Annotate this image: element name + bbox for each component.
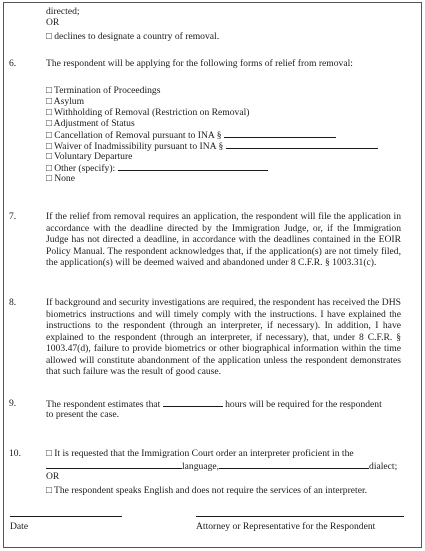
cancellation-ina-field[interactable] [224, 129, 336, 138]
relief-option-none[interactable]: □ None [46, 173, 75, 184]
item-6-intro: The respondent will be applying for the following forms of relief from removal: [46, 58, 353, 69]
hours-field[interactable] [163, 398, 223, 407]
dialect-label: dialect; [369, 461, 398, 472]
relief-option-asylum[interactable]: □ Asylum [46, 96, 85, 107]
or-text: OR [46, 17, 60, 28]
language-field[interactable] [46, 460, 182, 469]
directed-text: directed; [46, 6, 80, 17]
item-8-text: If background and security investigations are required, the respondent has received the DHS biometrics instructions and will timely comply with the instructions. I have explained the instructions to the respondent (through an interpreter, if necessary). In addition, I have explained to the respondent (through an interpreter, if necessary), that, under 8 C.F.R. § 1003.47(d), failure to provide biometrics or other biographical information within the time allowed will constitute abandonment of the application unless the respondent demonstrates that such failure was the result of good cause. [46, 297, 401, 377]
attorney-signature-line[interactable] [196, 516, 404, 517]
relief-option-voluntary-departure[interactable]: □ Voluntary Departure [46, 151, 133, 162]
relief-option-withholding[interactable]: □ Withholding of Removal (Restriction on Removal) [46, 107, 250, 118]
relief-option-termination[interactable]: □ Termination of Proceedings [46, 85, 161, 96]
language-label: language, [182, 461, 220, 472]
item-6-number: 6. [9, 58, 17, 69]
item-7-number: 7. [9, 211, 17, 222]
item-10-number: 10. [9, 448, 21, 459]
item-8-number: 8. [9, 297, 17, 308]
declines-option[interactable]: □ declines to designate a country of removal. [46, 31, 220, 42]
waiver-label: □ Waiver of Inadmissibility pursuant to INA § [46, 141, 224, 152]
item-9-number: 9. [9, 398, 17, 409]
relief-option-other[interactable] [46, 162, 268, 174]
english-speaker-option[interactable]: □ The respondent speaks English and does not require the services of an interpreter. [46, 485, 368, 496]
item-10-or: OR [46, 471, 60, 482]
item-9-line-2: to present the case. [46, 409, 119, 420]
cancellation-label: □ Cancellation of Removal pursuant to INA § [46, 130, 222, 141]
interpreter-request-option[interactable]: □ It is requested that the Immigration Court order an interpreter proficient in the [46, 448, 354, 459]
item-9-after: hours will be required for the respondent [225, 399, 382, 410]
item-7-text: If the relief from removal requires an application, the respondent will file the application in accordance with the deadline directed by the Immigration Judge, or, if the Immigration Judge has not directed a deadline, in accordance with the deadlines contained in the EOIR Policy Manual. The respondent acknowledges that, if the application(s) are not timely filed, the application(s) will be deemed waived and abandoned under 8 C.F.R. § 1003.31(c). [46, 211, 401, 268]
relief-option-adjustment[interactable]: □ Adjustment of Status [46, 118, 135, 129]
waiver-ina-field[interactable] [226, 140, 378, 149]
date-label: Date [10, 521, 29, 532]
attorney-label: Attorney or Representative for the Respondent [196, 521, 376, 532]
date-signature-line[interactable] [10, 516, 122, 517]
interpreter-language-line [46, 460, 397, 472]
other-specify-field[interactable] [118, 162, 268, 171]
item-9-before: The respondent estimates that [46, 399, 161, 410]
other-label: □ Other (specify): [46, 163, 116, 174]
dialect-field[interactable] [219, 460, 369, 469]
